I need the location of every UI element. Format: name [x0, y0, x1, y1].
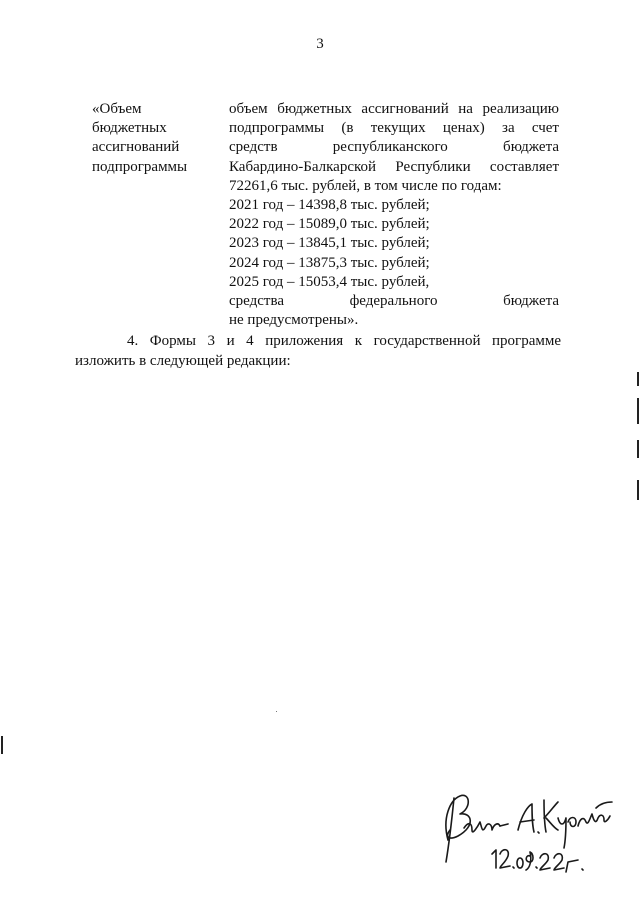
- scan-edge-mark: [1, 736, 3, 754]
- content-line-year-2021: 2021 год – 14398,8 тыс. рублей;: [229, 197, 430, 214]
- paragraph-word: государственной: [373, 333, 481, 349]
- content-line: объем бюджетных ассигнований на реализацию: [229, 101, 559, 117]
- content-line: средств республиканского бюджета: [229, 139, 559, 156]
- paragraph-word: 3: [207, 333, 216, 349]
- row-content: [229, 100, 559, 330]
- content-line: средства федерального бюджета: [229, 293, 559, 310]
- paragraph-word: 4: [246, 333, 254, 349]
- scan-edge-mark: [637, 440, 639, 458]
- row-label-line: ассигнований: [92, 139, 180, 156]
- paragraph-item-4: [75, 331, 561, 371]
- paragraph-word: и: [226, 333, 235, 349]
- scan-speck: [276, 711, 277, 712]
- paragraph-word: приложения: [265, 333, 344, 349]
- row-label-line: бюджетных: [92, 120, 167, 137]
- scan-edge-mark: [637, 398, 639, 424]
- scan-edge-mark: [637, 372, 639, 386]
- paragraph-word: 4.: [127, 333, 139, 349]
- content-line-year-2023: 2023 год – 13845,1 тыс. рублей;: [229, 235, 430, 252]
- content-line-year-2025: 2025 год – 15053,4 тыс. рублей,: [229, 273, 430, 290]
- content-line: Кабардино-Балкарской Республики составляет: [229, 158, 559, 175]
- page-number: 3: [316, 36, 324, 52]
- paragraph-line-2: изложить в следующей редакции:: [75, 353, 291, 369]
- row-label: [92, 100, 222, 177]
- content-line-year-2024: 2024 год – 13875,3 тыс. рублей;: [229, 254, 430, 271]
- row-label-line: подпрограммы: [92, 158, 188, 175]
- scan-edge-mark: [637, 480, 639, 500]
- paragraph-line-1: [75, 331, 561, 351]
- content-line-year-2022: 2022 год – 15089,0 тыс. рублей;: [229, 216, 430, 233]
- handwritten-signature: [420, 778, 620, 878]
- paragraph-word: Формы: [149, 333, 196, 349]
- content-line: не предусмотрены».: [229, 312, 359, 329]
- row-label-line: «Объем: [92, 101, 142, 117]
- paragraph-word: программе: [492, 333, 561, 349]
- content-line: подпрограммы (в текущих ценах) за счет: [229, 120, 559, 137]
- paragraph-word: к: [354, 333, 363, 349]
- content-line: 72261,6 тыс. рублей, в том числе по годам:: [229, 177, 502, 194]
